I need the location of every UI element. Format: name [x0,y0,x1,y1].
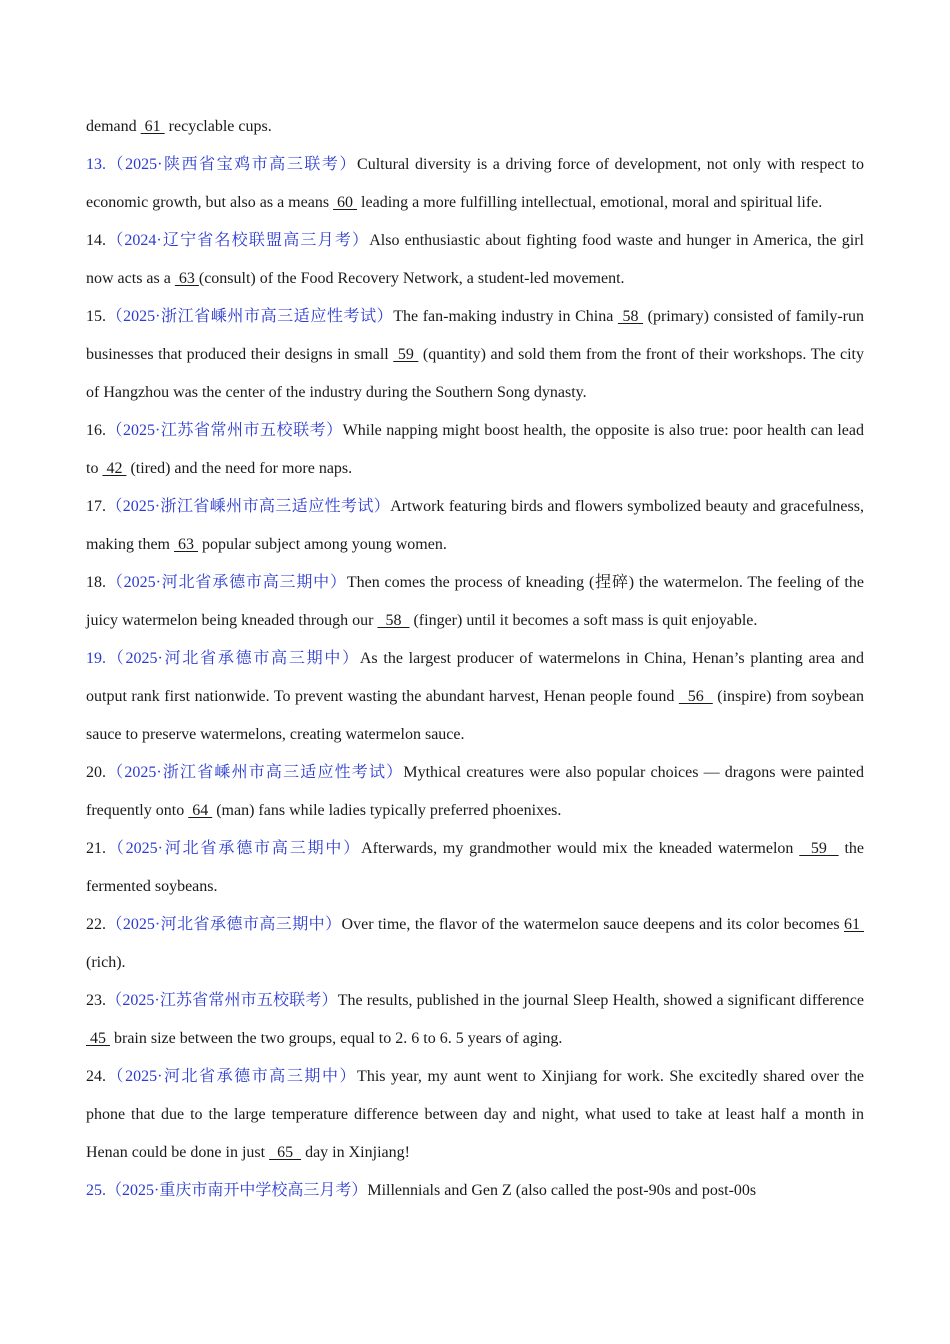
answer-blank: 59 [393,346,419,363]
answer-blank: 59 [799,840,839,857]
question-text: (inspire) from soybean sauce to preserve watermelons, creating watermelon sauce. [86,688,865,743]
question-number: 16. [86,422,106,439]
question-number: 25. [86,1182,106,1199]
question-text: popular subject among young women. [197,536,447,553]
question-source: （2025·浙江省嵊州市高三适应性考试） [106,498,391,515]
answer-blank: 65 [269,1144,302,1161]
question-item [86,1172,864,1210]
answer-blank: 60 [333,194,358,211]
question-source: （2025·浙江省嵊州市高三适应性考试） [106,308,394,325]
question-number: 20. [86,764,106,781]
question-source: （2025·江苏省常州市五校联考） [106,422,343,439]
question-item [86,298,864,412]
question-text: While napping might boost health, the opposite is also true: poor health can lead to [86,422,864,477]
question-text: leading a more fulfilling intellectual, emotional, moral and spiritual life. [357,194,823,211]
answer-blank: 61 [844,916,864,933]
question-text: Over time, the flavor of the watermelon sauce deepens and its color becomes [341,916,844,933]
question-item [86,108,864,146]
question-text: Mythical creatures were also popular choices — dragons were painted frequently onto [86,764,864,819]
answer-blank: 42 [102,460,127,477]
answer-blank: 64 [188,802,213,819]
question-text: The results, published in the journal Sleep Health, showed a significant difference [337,992,864,1009]
question-item [86,488,864,564]
question-item [86,412,864,488]
question-text: Also enthusiastic about fighting food waste and hunger in America, the girl now acts as a [86,232,864,287]
question-text: brain size between the two groups, equal to 2. 6 to 6. 5 years of aging. [110,1030,563,1047]
question-item [86,146,864,222]
answer-blank: 58 [617,308,644,325]
question-item [86,564,864,640]
question-text: (consult) of the Food Recovery Network, a student-led movement. [198,270,625,287]
question-text: As the largest producer of watermelons in China, Henan’s planting area and output rank first nationwide. To prevent wasting the abundant harvest, Henan people found [86,650,864,705]
question-source: （2024·辽宁省名校联盟高三月考） [106,232,370,249]
question-number: 19. [86,650,106,667]
question-text: day in Xinjiang! [301,1144,410,1161]
question-text: Cultural diversity is a driving force of development, not only with respect to economic growth, but also as a means [86,156,864,211]
answer-blank: 63 [174,270,199,287]
question-source: （2025·江苏省常州市五校联考） [106,992,338,1009]
question-text: recyclable cups. [164,118,272,135]
question-text: Then comes the process of kneading (捏碎) the watermelon. The feeling of the juicy watermelon being kneaded through our [86,574,864,629]
question-item [86,906,864,982]
question-source: （2025·河北省承德市高三期中） [106,574,347,591]
question-text: The fan-making industry in China [393,308,618,325]
question-text: (man) fans while ladies typically preferred phoenixes. [212,802,562,819]
question-number: 14. [86,232,106,249]
question-text: (finger) until it becomes a soft mass is quit enjoyable. [409,612,758,629]
question-text: the fermented soybeans. [86,840,864,895]
question-text: (rich). [86,954,126,971]
answer-blank: 45 [86,1030,110,1047]
answer-blank: 56 [678,688,713,705]
question-number: 24. [86,1068,106,1085]
question-text: (tired) and the need for more naps. [126,460,353,477]
question-item [86,1058,864,1172]
question-number: 18. [86,574,106,591]
question-number: 23. [86,992,106,1009]
question-item [86,830,864,906]
question-source: （2025·河北省承德市高三期中） [106,840,362,857]
document-page [86,108,864,1210]
question-source: （2025·河北省承德市高三期中） [106,916,342,933]
question-source: （2025·重庆市南开中学校高三月考） [106,1182,368,1199]
question-text: (primary) consisted of family-run businesses that produced their designs in small [86,308,864,363]
question-source: （2025·浙江省嵊州市高三适应性考试） [106,764,404,781]
question-text: This year, my aunt went to Xinjiang for work. She excitedly shared over the phone that due to the large temperature difference between day and night, what used to take at least half a month in Henan could be done in just [86,1068,864,1161]
question-source: （2025·河北省承德市高三期中） [106,650,360,667]
question-number: 15. [86,308,106,325]
question-source: （2025·陕西省宝鸡市高三联考） [106,156,358,173]
question-item [86,640,864,754]
question-text: Millennials and Gen Z (also called the post-90s and post-00s [367,1182,757,1199]
question-number: 17. [86,498,106,515]
question-text: demand [86,118,141,135]
question-source: （2025·河北省承德市高三期中） [106,1068,358,1085]
question-text: Artwork featuring birds and flowers symbolized beauty and gracefulness, making them [86,498,864,553]
question-item [86,982,864,1058]
answer-blank: 63 [173,536,198,553]
question-text: (quantity) and sold them from the front of their workshops. The city of Hangzhou was the center of the industry during the Southern Song dynasty. [86,346,864,401]
question-text: Afterwards, my grandmother would mix the kneaded watermelon [361,840,800,857]
question-item [86,754,864,830]
question-number: 22. [86,916,106,933]
question-number: 21. [86,840,106,857]
answer-blank: 61 [140,118,165,135]
question-number: 13. [86,156,106,173]
answer-blank: 58 [377,612,410,629]
question-item [86,222,864,298]
